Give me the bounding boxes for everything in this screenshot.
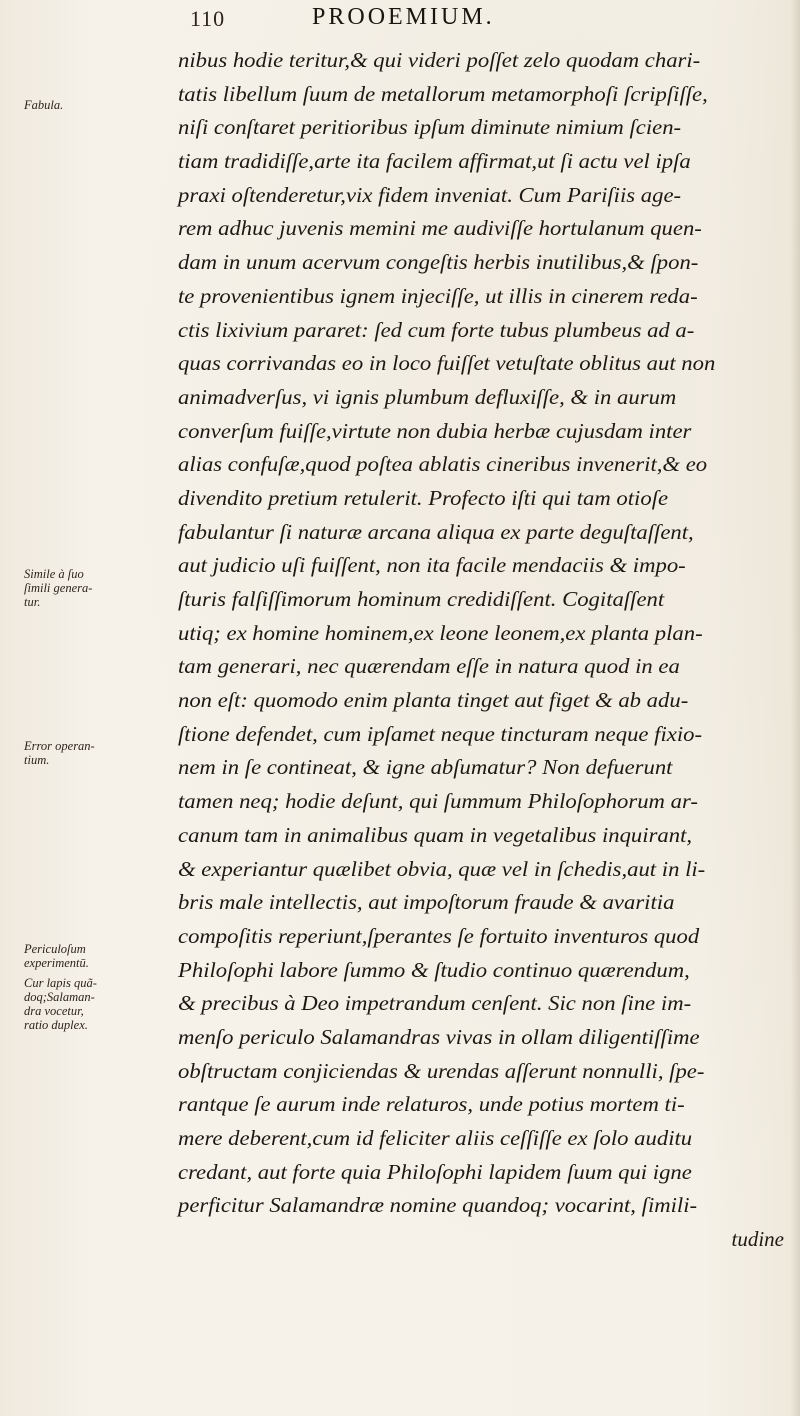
text-line: converſum fuiſſe,virtute non dubia herbæ cujusdam inter: [178, 418, 692, 443]
margin-note-periculosum: [24, 942, 174, 970]
text-line: bris male intellectis, aut impoſtorum fraude & avaritia: [178, 890, 675, 915]
margin-note-line: Error operan-: [24, 739, 95, 753]
text-line: nem in ſe contineat, & igne abſumatur? Non defuerunt: [178, 755, 673, 780]
margin-note-error: [24, 739, 174, 767]
text-line: obſtructam conjiciendas & urendas aſſerunt nonnulli, ſpe-: [178, 1058, 705, 1083]
margin-note-line: doq;Salaman-: [24, 990, 95, 1004]
text-line: niſi conſtaret peritioribus ipſum diminute nimium ſcien-: [178, 115, 682, 140]
margin-note-line: Simile à ſuo: [24, 567, 84, 581]
text-line: rem adhuc juvenis memini me audiviſſe hortulanum quen-: [178, 216, 702, 241]
text-line: ſtione defendet, cum ipſamet neque tincturam neque fixio-: [178, 721, 703, 746]
text-line: canum tam in animalibus quam in vegetalibus inquirant,: [178, 822, 693, 847]
text-line: dam in unum acervum congeſtis herbis inutilibus,& ſpon-: [178, 250, 699, 275]
text-line: nibus hodie teritur,& qui videri poſſet zelo quodam chari-: [178, 48, 701, 72]
margin-note-line: experimentū.: [24, 956, 89, 970]
text-line: utiq; ex homine hominem,ex leone leonem,ex planta plan-: [178, 620, 703, 645]
text-line: mere deberent,cum id feliciter aliis ceſſiſſe ex ſolo auditu: [178, 1126, 693, 1150]
text-line: tamen neq; hodie deſunt, qui ſummum Philoſophorum ar-: [178, 789, 698, 814]
text-line: divendito pretium retulerit. Profecto iſti qui tam otioſe: [178, 485, 669, 510]
text-line: tam generari, nec quærendam eſſe in natura quod in ea: [178, 654, 680, 679]
text-line: rantque ſe aurum inde relaturos, unde potius mortem ti-: [178, 1092, 685, 1117]
text-line: tiam tradidiſſe,arte ita facilem affirmat,ut ſi actu vel ipſa: [178, 149, 691, 174]
text-line: & experiantur quælibet obvia, quæ vel in ſchedis,aut in li-: [178, 856, 706, 881]
text-line: perficitur Salamandræ nomine quandoq; vocarint, ſimili-: [178, 1193, 698, 1218]
margin-note-line: dra vocetur,: [24, 1004, 84, 1018]
main-text-block: [178, 44, 784, 1257]
running-title: PROOEMIUM.: [312, 4, 495, 30]
text-line: Philoſophi labore ſummo & ſtudio continuo quærendum,: [178, 957, 690, 982]
text-line: alias confuſæ,quod poſtea ablatis cineribus invenerit,& eo: [178, 452, 708, 477]
margin-note-salamandra: [24, 976, 174, 1032]
text-line: animadverſus, vi ignis plumbum defluxiſſe, & in aurum: [178, 384, 677, 409]
margin-note-line: Cur lapis quã-: [24, 976, 97, 990]
margin-note-line: tur.: [24, 595, 41, 609]
text-line: aut judicio uſi fuiſſent, non ita facile mendaciis & impo-: [178, 553, 686, 578]
text-line: fabulantur ſi naturæ arcana aliqua ex parte deguſtaſſent,: [178, 519, 694, 544]
margin-note-line: Periculoſum: [24, 942, 86, 956]
text-line: non eſt: quomodo enim planta tinget aut figet & ab adu-: [178, 688, 689, 713]
margin-note-line: ſimili genera-: [24, 581, 93, 595]
margin-note-fabula: [24, 98, 174, 112]
text-line: quas corrivandas eo in loco fuiſſet vetuſtate oblitus aut non: [178, 351, 716, 376]
text-line: tudine: [731, 1227, 784, 1252]
text-line: menſo periculo Salamandras vivas in ollam diligentiſſime: [178, 1024, 700, 1049]
margin-note-line: Fabula.: [24, 98, 64, 112]
text-line: tatis libellum ſuum de metallorum metamorphoſi ſcripſiſſe,: [178, 81, 708, 106]
text-line: ctis lixivium pararet: ſed cum forte tubus plumbeus ad a-: [178, 317, 695, 342]
page-header: [0, 2, 800, 46]
text-line: praxi oſtenderetur,vix fidem inveniat. Cum Pariſiis age-: [178, 182, 682, 207]
text-line: te provenientibus ignem injeciſſe, ut illis in cinerem reda-: [178, 283, 698, 308]
page-number: 110: [190, 6, 226, 31]
text-line: compoſitis reperiunt,ſperantes ſe fortuito inventuros quod: [178, 923, 700, 948]
text-line: & precibus à Deo impetrandum cenſent. Sic non ſine im-: [178, 991, 692, 1016]
text-line: credant, aut forte quia Philoſophi lapidem ſuum qui igne: [178, 1159, 692, 1184]
margin-note-line: tium.: [24, 753, 50, 767]
margin-note-simile: [24, 567, 174, 609]
margin-note-line: ratio duplex.: [24, 1018, 88, 1032]
text-line: ſturis falſiſſimorum hominum credidiſſent. Cogitaſſent: [178, 587, 665, 611]
